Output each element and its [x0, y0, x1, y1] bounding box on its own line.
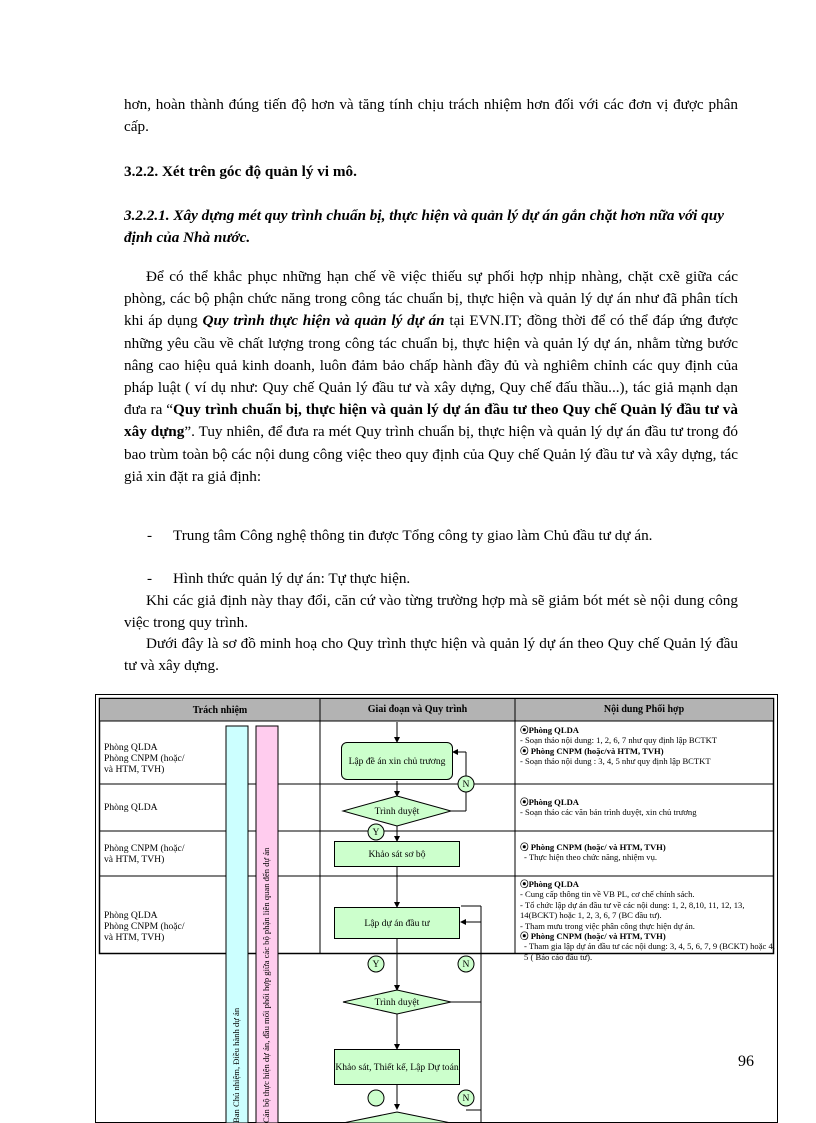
- responsibility-line: Phòng CNPM (hoặc/: [104, 753, 185, 764]
- process-box-survey: Khảo sát sơ bộ: [334, 841, 460, 867]
- responsibility-cell: [104, 843, 184, 865]
- emphasis-proposed-process: Quy trình chuẩn bị, thực hiện và quản lý dự án đầu tư theo Quy chế Quản lý đầu tư và xây dựng: [124, 401, 738, 441]
- paragraph-diagram-intro: Dưới đây là sơ đồ minh hoạ cho Quy trình thực hiện và quản lý dự án theo Quy chế Quản lý đầu tư và xây dựng.: [124, 635, 738, 675]
- note-line: - Soạn thảo nội dung : 3, 4, 5 như quy định lập BCTKT: [520, 756, 711, 767]
- vertical-label-steering: Ban Chủ nhiệm, Điều hành dự án: [231, 1007, 241, 1123]
- yes-marker: Y: [372, 959, 380, 970]
- diamond-approval-label: Trình duyệt: [374, 997, 420, 1008]
- note-line: - Soạn thảo nội dung: 1, 2, 6, 7 như quy định lập BCTKT: [520, 735, 718, 746]
- paragraph-main: [124, 266, 738, 488]
- note-line: - Thực hiện theo chức năng, nhiệm vụ.: [524, 852, 658, 863]
- responsibility-cell: [104, 802, 158, 813]
- responsibility-cell: [104, 910, 184, 943]
- list-item-text: Hình thức quản lý dự án: Tự thực hiện.: [173, 570, 411, 587]
- coordination-note: [520, 797, 775, 818]
- responsibility-line: Phòng QLDA: [104, 802, 158, 813]
- bullet-icon: ⦿: [520, 797, 529, 807]
- vertical-label-staff: Cán bộ thực hiện dự án, đầu mối phối hợp giữa các bộ phận liên quan đến dự án: [261, 847, 271, 1123]
- note-heading: ⦿Phòng QLDA: [520, 725, 579, 735]
- responsibility-line: Phòng CNPM (hoặc/: [104, 921, 185, 932]
- bullet-dash: -: [147, 527, 153, 544]
- note-line: - Tham gia lập dự án đầu tư các nội dung: 3, 4, 5, 6, 7, 9 (BCKT) hoặc 4, 5 ( Báo cáo đầu tư).: [524, 941, 775, 962]
- list-item-text: Trung tâm Công nghệ thông tin được Tổng công ty giao làm Chủ đầu tư dự án.: [173, 527, 653, 544]
- responsibility-line: Phòng CNPM (hoặc/: [104, 843, 185, 854]
- bullet-icon: ⦿: [520, 725, 529, 735]
- note-line: - Tổ chức lập dự án đầu tư về các nội dung: 1, 2, 8,10, 11, 12, 13, 14(BCKT) hoặc 1, 2, 3, 6, 7 (BC đầu tư).: [520, 899, 745, 921]
- process-box-investment: Lập dự án đầu tư: [334, 907, 460, 939]
- note-heading: ⦿Phòng QLDA: [520, 797, 579, 807]
- emphasis-process-name: Quy trình thực hiện và quản lý dự án: [202, 312, 445, 330]
- text-run: Để có thể khắc phục những hạn chế về việc thiếu sự phối hợp nhịp nhàng, chặt cxẽ giữa các phòng, các bộ phận chức năng trong công tác chuẩn bị, thực hiện và quản lý dự án như đã phân tích khi áp dụng: [124, 268, 738, 330]
- header-coordination: Nội dung Phối hợp: [603, 704, 685, 715]
- coordination-note: [520, 842, 775, 863]
- responsibility-line: Phòng QLDA: [104, 910, 158, 921]
- bullet-icon: ⦿: [520, 745, 529, 756]
- list-item: [147, 568, 738, 590]
- diamond-approval-label: Trình duyệt: [374, 806, 420, 817]
- responsibility-line: và HTM, TVH): [104, 764, 165, 775]
- note-line: - Soạn thảo các văn bản trình duyệt, xin chủ trương: [520, 807, 697, 818]
- header-responsibility: Trách nhiệm: [192, 705, 248, 716]
- subsection-heading: 3.2.2.1. Xây dựng mét quy trình chuẩn bị, thực hiện và quản lý dự án gắn chặt hơn nữa với quy định của Nhà nước.: [124, 207, 724, 246]
- text-run: ”. Tuy nhiên, để đưa ra mét Quy trình chuẩn bị, thực hiện và quản lý dự án đầu tư trong đó bao trùm toàn bộ các nội dung công việc theo quy định của Quy chế Quản lý đầu tư và xây dựng, tác giả xin đặt ra giả định:: [124, 423, 738, 485]
- page-number: 96: [738, 1053, 754, 1070]
- bullet-icon: ⦿: [520, 879, 529, 889]
- bullet-icon: ⦿: [520, 842, 529, 852]
- yes-marker: Y: [372, 827, 380, 838]
- note-line: - Tham mưu trong việc phân công thực hiện dự án.: [520, 920, 695, 931]
- no-marker: N: [462, 779, 470, 790]
- note-heading: ⦿Phòng QLDA: [520, 879, 579, 889]
- paragraph-assumption: Khi các giả định này thay đổi, căn cứ vào từng trường hợp mà sẽ giảm bót mét sè nội dung công việc trong quy trình.: [124, 592, 738, 632]
- process-box-proposal: Lập đề án xin chủ trương: [341, 742, 453, 780]
- coordination-note: [520, 879, 775, 962]
- process-box-design: Khảo sát, Thiết kế, Lập Dự toán: [334, 1049, 460, 1085]
- note-heading: ⦿ Phòng CNPM (hoặc/và HTM, TVH): [520, 745, 664, 756]
- responsibility-line: và HTM, TVH): [104, 854, 165, 865]
- list-item: [147, 525, 738, 547]
- coordination-note: [520, 725, 775, 767]
- note-line: - Cung cấp thông tin về VB PL, cơ chế chính sách.: [520, 889, 695, 900]
- note-heading: ⦿ Phòng CNPM (hoặc/ và HTM, TVH): [520, 842, 666, 852]
- responsibility-line: và HTM, TVH): [104, 932, 165, 943]
- responsibility-cell: [104, 742, 184, 775]
- bullet-dash: -: [147, 570, 153, 587]
- no-marker: N: [462, 1093, 470, 1104]
- process-flowchart: [95, 694, 778, 1123]
- no-marker: N: [462, 959, 470, 970]
- responsibility-line: Phòng QLDA: [104, 742, 158, 753]
- paragraph-intro: hơn, hoàn thành đúng tiến độ hơn và tăng tính chịu trách nhiệm hơn đối với các đơn vị được phân cấp.: [124, 96, 738, 136]
- header-stage-process: Giai đoạn và Quy trình: [367, 704, 468, 715]
- text-run: tại EVN.IT; đồng thời để có thể đáp ứng được những yêu cầu về chất lượng trong công tác chuẩn bị, thực hiện và quản lý dự án, nhằm từng bước nâng cao hiệu quả kinh doanh, luôn đảm bảo chấp hành đầy đủ và nghiêm chỉnh các quy định của pháp luật ( ví dụ như: Quy chế Quản lý đầu tư và xây dựng, Quy chế đấu thầu...), tác giả mạnh dạn đưa ra “: [124, 312, 739, 419]
- section-heading: 3.2.2. Xét trên góc độ quản lý vi mô.: [124, 163, 357, 180]
- bullet-icon: ⦿: [520, 931, 529, 942]
- note-heading: ⦿ Phòng CNPM (hoặc/ và HTM, TVH): [520, 931, 666, 942]
